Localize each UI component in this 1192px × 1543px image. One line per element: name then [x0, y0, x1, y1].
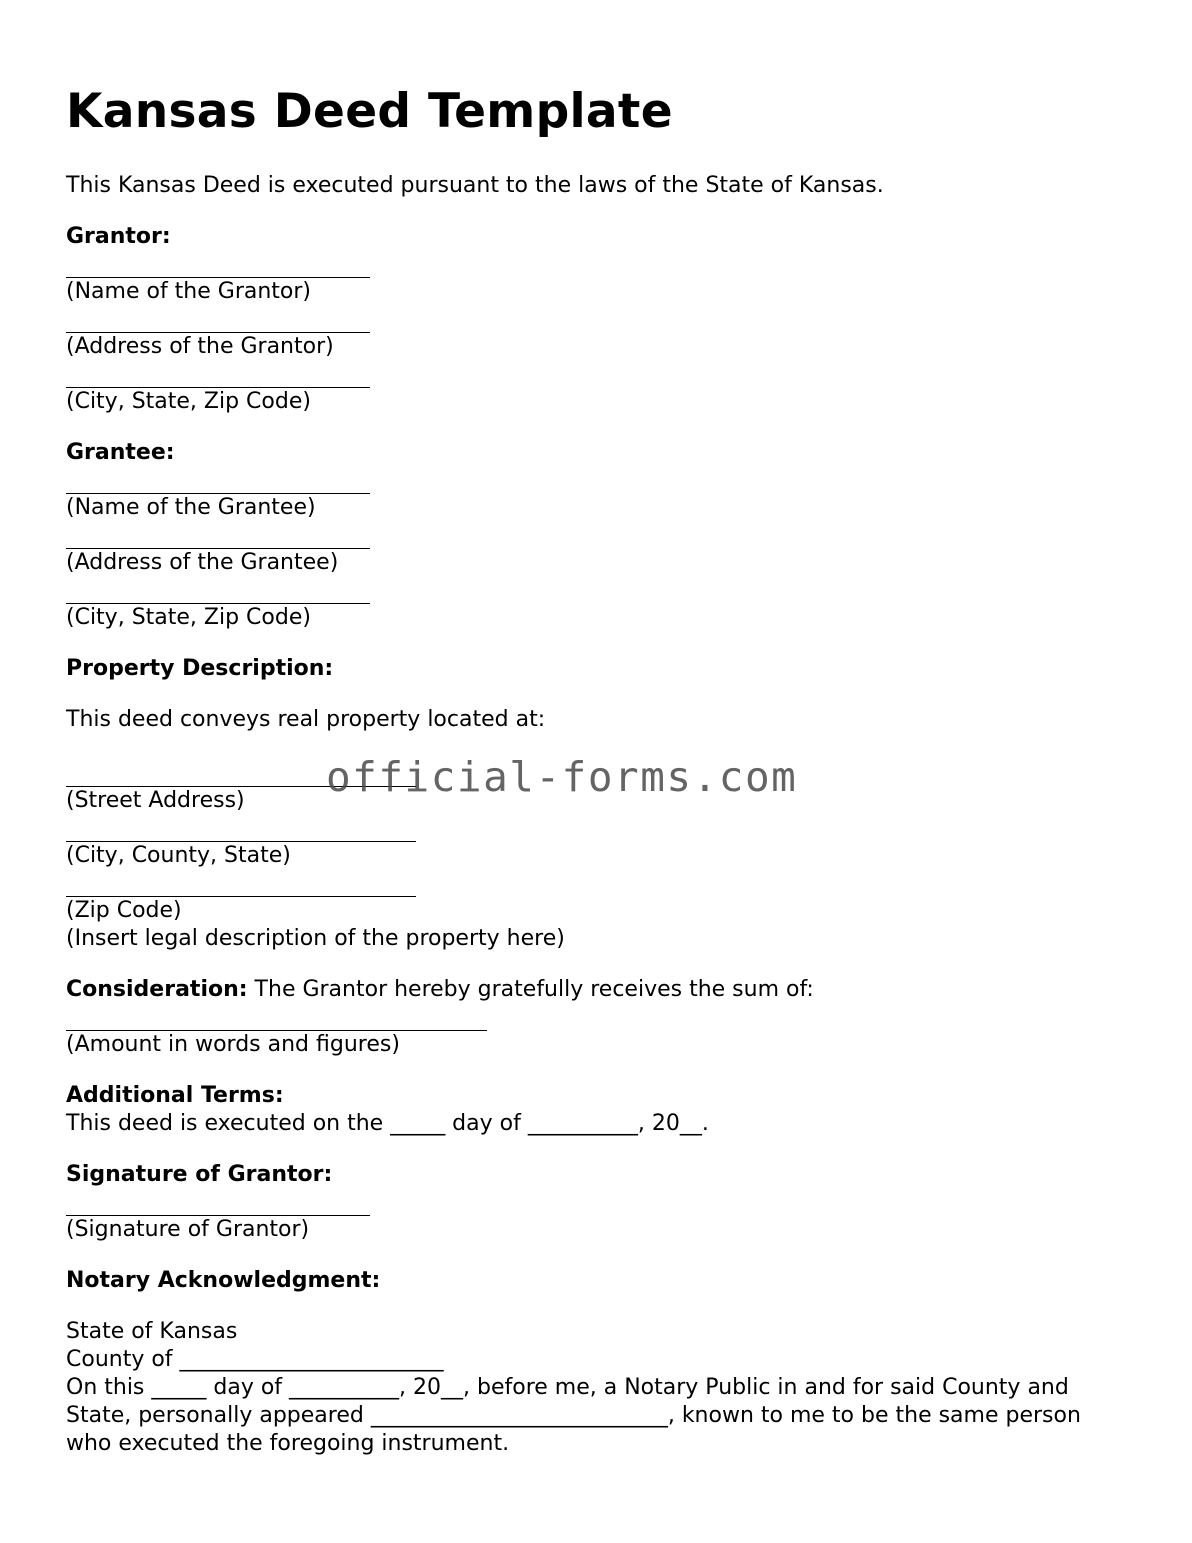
consideration-heading: Consideration: [66, 977, 248, 1002]
consideration-amount-label: (Amount in words and figures) [66, 1032, 400, 1057]
notary-heading: Notary Acknowledgment: [66, 1268, 381, 1293]
property-zip-label: (Zip Code) [66, 898, 182, 923]
grantee-address-label: (Address of the Grantee) [66, 550, 339, 575]
additional-terms-heading: Additional Terms: [66, 1083, 284, 1108]
property-heading: Property Description: [66, 656, 334, 681]
intro-text: This Kansas Deed is executed pursuant to the laws of the State of Kansas. [66, 173, 884, 198]
grantor-address-label: (Address of the Grantor) [66, 334, 334, 359]
consideration-text: The Grantor hereby gratefully receives the sum of: [247, 977, 814, 1002]
property-city-label: (City, County, State) [66, 843, 291, 868]
page-title: Kansas Deed Template [66, 84, 673, 139]
signature-heading: Signature of Grantor: [66, 1162, 333, 1187]
additional-terms-text: This deed is executed on the _____ day of __________, 20__. [66, 1111, 709, 1136]
grantee-name-label: (Name of the Grantee) [66, 495, 316, 520]
watermark-text: official-forms.com [326, 753, 798, 801]
signature-label: (Signature of Grantor) [66, 1217, 310, 1242]
consideration-paragraph [66, 976, 1126, 1004]
notary-county: County of ________________________ [66, 1347, 444, 1372]
grantee-city-label: (City, State, Zip Code) [66, 605, 311, 630]
property-street-label: (Street Address) [66, 788, 245, 813]
grantor-city-label: (City, State, Zip Code) [66, 389, 311, 414]
grantor-heading: Grantor: [66, 224, 171, 249]
grantor-name-label: (Name of the Grantor) [66, 279, 312, 304]
notary-state: State of Kansas [66, 1319, 238, 1344]
property-intro: This deed conveys real property located at: [66, 707, 546, 732]
grantee-heading: Grantee: [66, 440, 175, 465]
notary-body: On this _____ day of __________, 20__, before me, a Notary Public in and for said County and State, personally appeared ___________________________, known to me to be the same person who executed the foregoing instrument. [66, 1375, 1088, 1456]
property-legal-label: (Insert legal description of the property here) [66, 926, 565, 951]
